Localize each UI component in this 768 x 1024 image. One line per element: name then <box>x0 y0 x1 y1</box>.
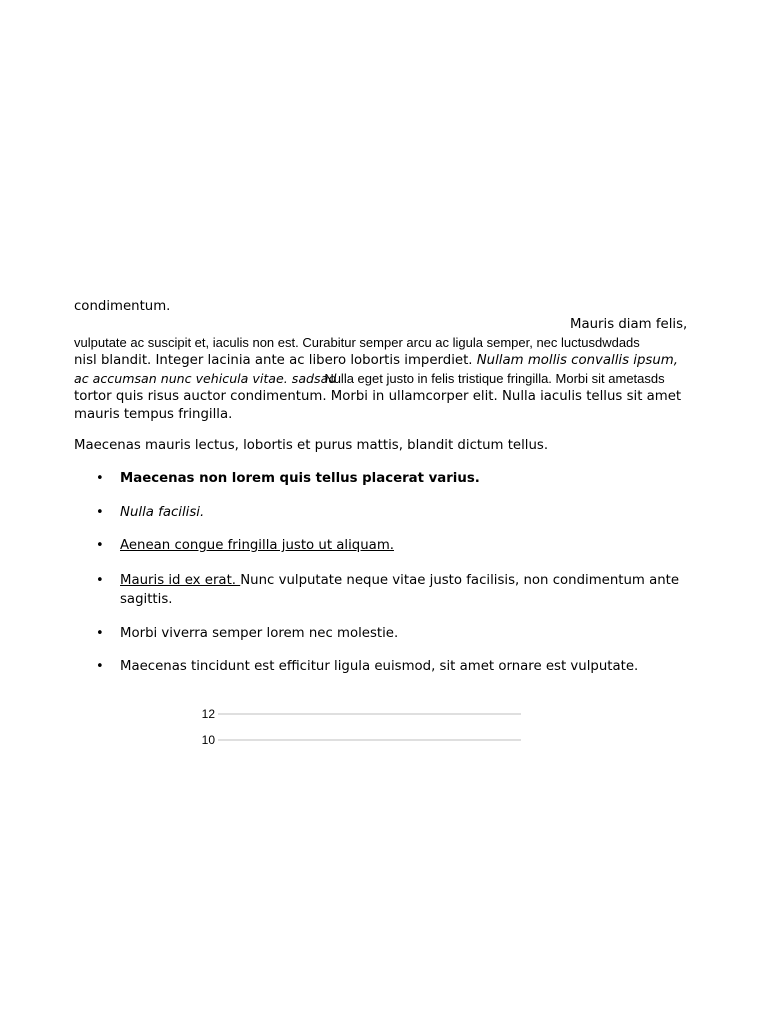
bullet-icon: • <box>96 505 104 520</box>
bullet-icon: • <box>96 471 104 486</box>
bullet-icon: • <box>96 659 104 674</box>
para1-line4-italic: Nullam mollis convallis ipsum, <box>476 353 678 368</box>
para1-line5-regular: Nulla eget justo in felis tristique fringilla. Morbi sit ametasds <box>324 371 665 386</box>
list-item: Maecenas tincidunt est efficitur ligula euismod, sit amet ornare est vulputate. <box>120 659 639 674</box>
bullet-icon: • <box>96 573 104 588</box>
list-item <box>120 572 679 590</box>
list-item: Aenean congue fringilla justo ut aliquam. <box>120 538 394 553</box>
para1-line4-regular: nisl blandit. Integer lacinia ante ac libero lobortis imperdiet. <box>74 353 477 368</box>
bullet-icon: • <box>96 626 104 641</box>
para1-line5 <box>74 370 665 389</box>
list-item: Maecenas non lorem quis tellus placerat varius. <box>120 471 480 486</box>
y-tick-label: 10 <box>201 733 215 747</box>
chart-svg <box>196 702 526 752</box>
para1-line5-italic: ac accumsan nunc vehicula vitae. sadsad <box>74 371 337 386</box>
para1-line6: tortor quis risus auctor condimentum. Morbi in ullamcorper elit. Nulla iaculis tellus sit amet <box>74 389 682 404</box>
para1-line3: vulputate ac suscipit et, iaculis non est. Curabitur semper arcu ac ligula semper, nec luctusdwdads <box>74 335 640 350</box>
chart <box>196 702 526 752</box>
bullet-icon: • <box>96 538 104 553</box>
para1-line7: mauris tempus fringilla. <box>74 407 233 422</box>
y-tick-label: 12 <box>201 707 215 721</box>
list-item: Nulla facilisi. <box>120 505 205 520</box>
para2: Maecenas mauris lectus, lobortis et purus mattis, blandit dictum tellus. <box>74 438 549 453</box>
list-item: Morbi viverra semper lorem nec molestie. <box>120 626 399 641</box>
para1-line2: Mauris diam felis, <box>570 317 688 332</box>
list-item-rest: Nunc vulputate neque vitae justo facilisis, non condimentum ante <box>240 573 680 588</box>
list-item-continuation: sagittis. <box>120 592 173 607</box>
para1-line4 <box>74 352 678 370</box>
list-item-underlined: Mauris id ex erat. <box>120 573 241 588</box>
para1-line1: condimentum. <box>74 299 171 314</box>
